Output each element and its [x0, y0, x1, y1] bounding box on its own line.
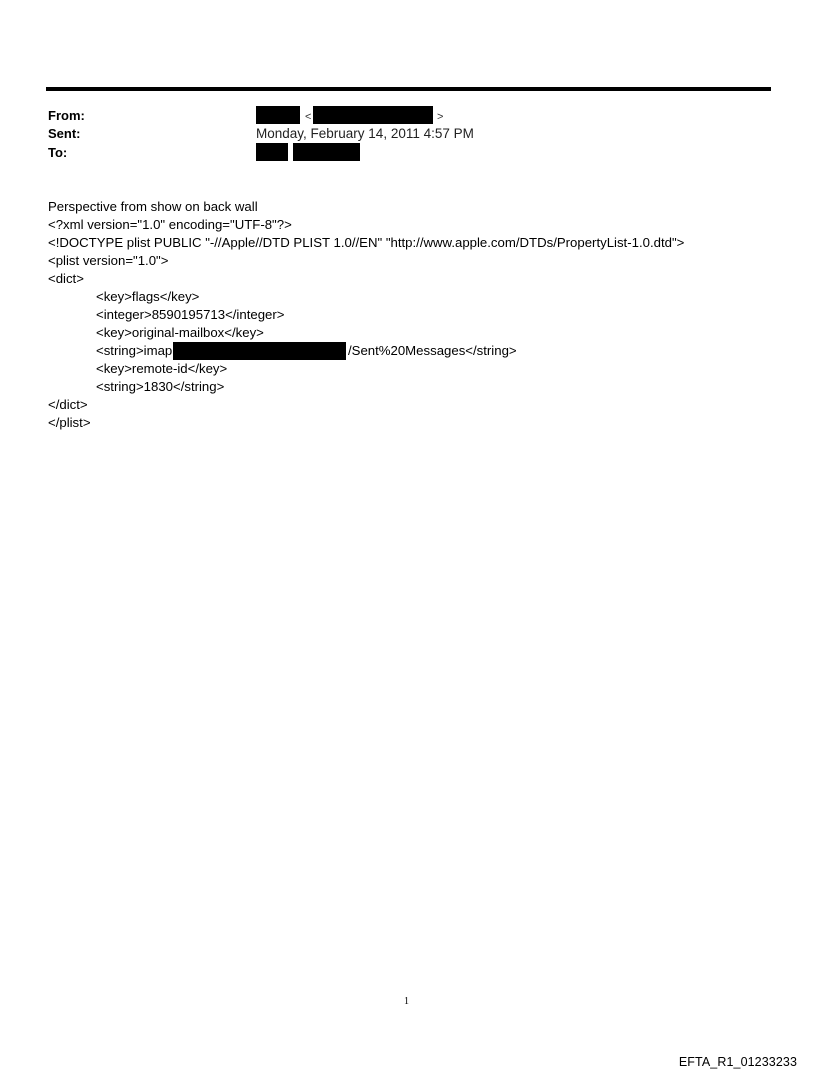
body-line-sent-messages: /Sent%20Messages</string>: [348, 343, 517, 358]
to-last-redaction: [293, 143, 360, 161]
body-line-string-remote-id: <string>1830</string>: [96, 379, 225, 394]
body-line-integer: <integer>8590195713</integer>: [96, 307, 285, 322]
page-number: 1: [404, 996, 409, 1007]
body-line-plist-open: <plist version="1.0">: [48, 253, 169, 268]
body-line-dict-close: </dict>: [48, 397, 88, 412]
bates-number: EFTA_R1_01233233: [678, 1055, 797, 1069]
from-name-redaction: [256, 106, 300, 124]
mailbox-path-redaction: [173, 342, 346, 360]
sent-label: Sent:: [48, 126, 81, 141]
body-line-plist-close: </plist>: [48, 415, 91, 430]
body-line-perspective: Perspective from show on back wall: [48, 199, 258, 214]
body-line-dict-open: <dict>: [48, 271, 84, 286]
body-line-string-imap: <string>imap: [96, 343, 173, 358]
from-label: From:: [48, 108, 85, 123]
body-line-xml-decl: <?xml version="1.0" encoding="UTF-8"?>: [48, 217, 292, 232]
header-rule: [46, 87, 771, 91]
body-line-key-mailbox: <key>original-mailbox</key>: [96, 325, 264, 340]
to-first-redaction: [256, 143, 288, 161]
sent-value: Monday, February 14, 2011 4:57 PM: [256, 126, 474, 141]
from-close-bracket: >: [437, 111, 444, 123]
body-line-key-remote-id: <key>remote-id</key>: [96, 361, 228, 376]
from-email-redaction: [313, 106, 433, 124]
to-label: To:: [48, 145, 68, 160]
body-line-key-flags: <key>flags</key>: [96, 289, 200, 304]
from-open-bracket: <: [305, 111, 312, 123]
body-line-doctype: <!DOCTYPE plist PUBLIC "-//Apple//DTD PLIST 1.0//EN" "http://www.apple.com/DTDs/PropertyList-1.0.dtd">: [48, 235, 685, 250]
